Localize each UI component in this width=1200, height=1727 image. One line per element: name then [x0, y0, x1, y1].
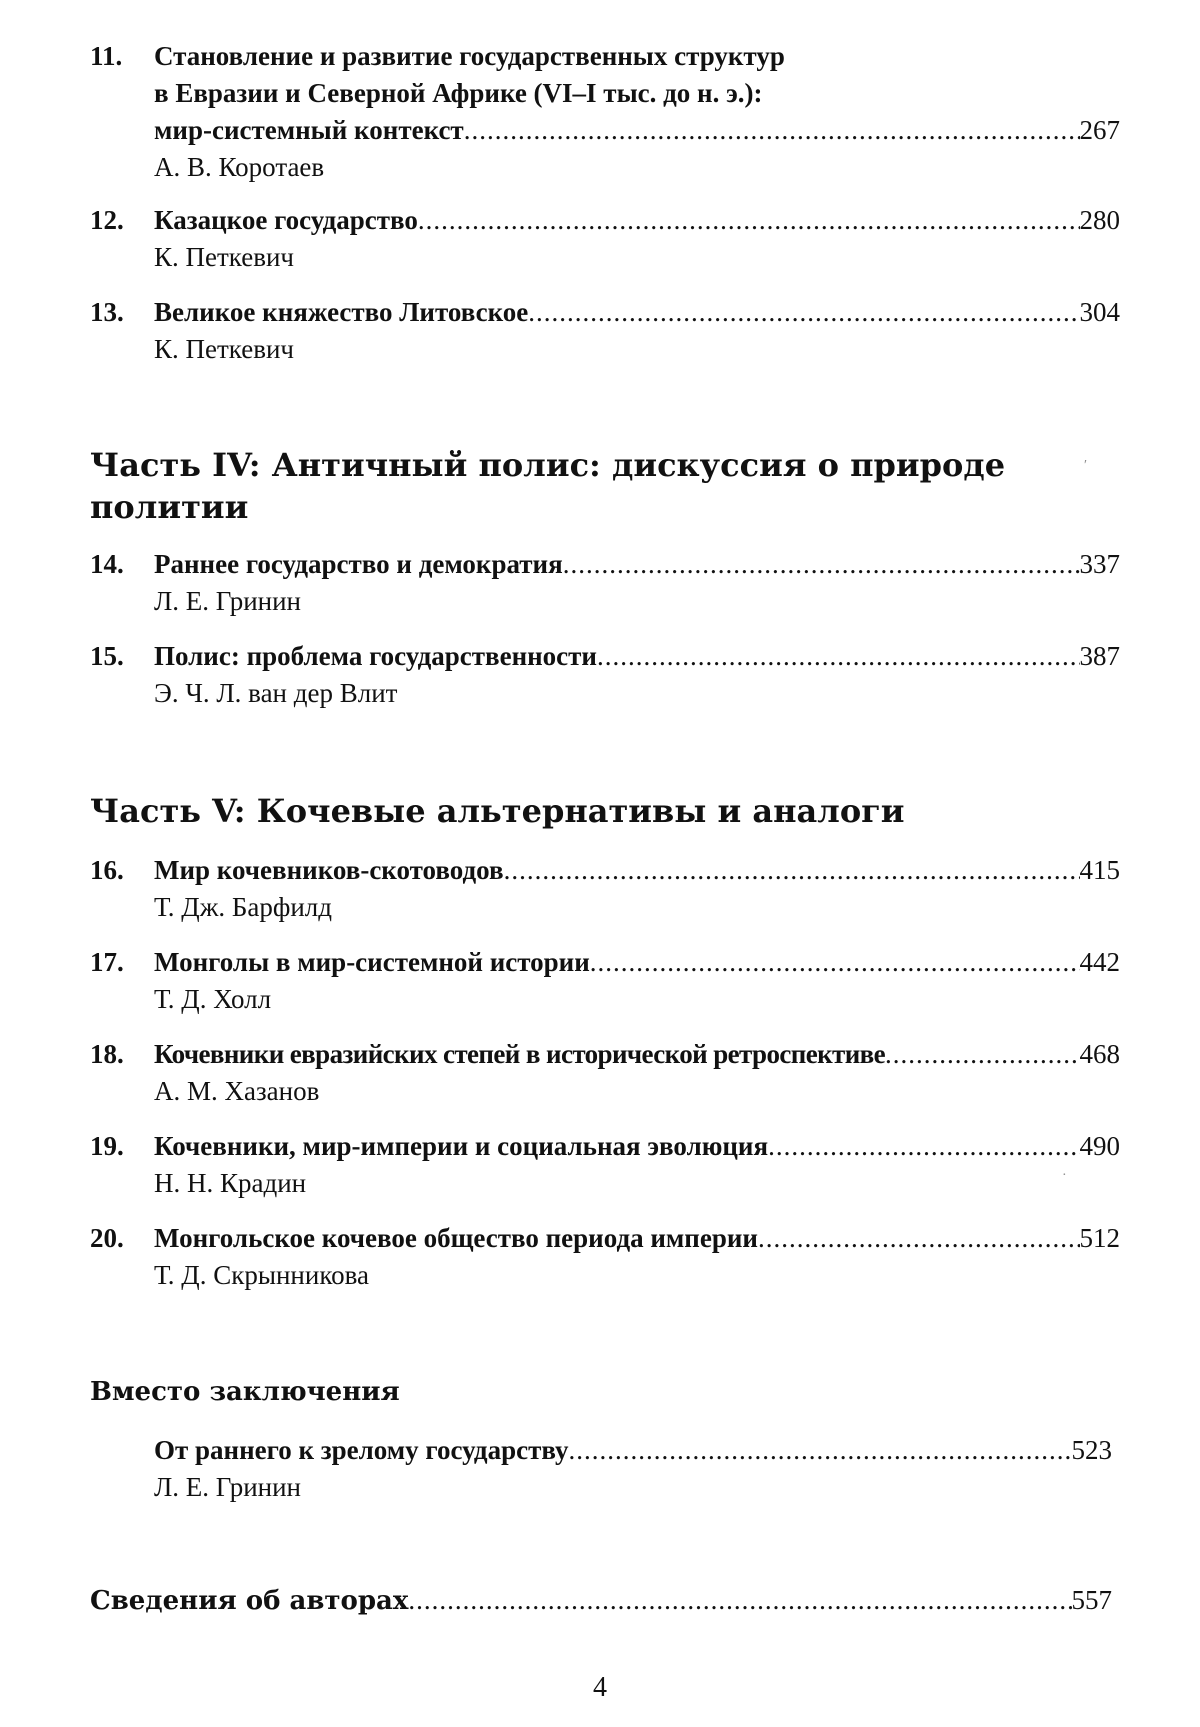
entry-author: Т. Д. Скрынникова: [154, 1260, 369, 1290]
part-5-heading: Часть V: Кочевые альтернативы и аналоги: [90, 792, 905, 830]
entry-title: Казацкое государство: [154, 205, 418, 235]
entry-number: 18.: [90, 1039, 124, 1069]
entry-author: Л. Е. Гринин: [154, 586, 302, 616]
entry-title: Монголы в мир-системной истории: [154, 947, 590, 977]
scan-speck: ·: [1062, 1168, 1067, 1183]
toc-entry-15[interactable]: [90, 638, 1120, 712]
entry-title: От раннего к зрелому государству: [154, 1435, 569, 1465]
entry-title: Великое княжество Литовское: [154, 297, 529, 327]
entry-number: 20.: [90, 1223, 124, 1253]
toc-entry-19[interactable]: [90, 1128, 1120, 1202]
entry-page: 387: [1079, 641, 1120, 671]
toc-entry-17[interactable]: [90, 944, 1120, 1018]
dot-leader: [758, 1220, 1080, 1257]
toc-entry-conclusion[interactable]: [90, 1432, 1120, 1506]
entry-title-line: в Евразии и Северной Африке (VI–I тыс. до н. э.):: [154, 78, 763, 108]
entry-author: А. В. Коротаев: [154, 152, 325, 182]
entry-title: Мир кочевников-скотоводов: [154, 855, 504, 885]
entry-title: Раннее государство и демократия: [154, 549, 563, 579]
toc-entry-13[interactable]: [90, 294, 1120, 368]
dot-leader: [464, 112, 1080, 149]
dot-leader: [418, 202, 1080, 239]
toc-entry-14[interactable]: [90, 546, 1120, 620]
entry-title: мир-системный контекст: [154, 115, 464, 145]
entry-number: 19.: [90, 1131, 124, 1161]
entry-author: Л. Е. Гринин: [154, 1472, 302, 1502]
dot-leader: [563, 546, 1080, 583]
part-4-heading: Часть IV: Античный полис: дискуссия о природе политии: [90, 446, 1006, 526]
dot-leader: [597, 638, 1080, 675]
entry-title: Сведения об авторах: [90, 1586, 409, 1616]
entry-page: 490: [1079, 1131, 1120, 1161]
entry-author: Т. Д. Холл: [154, 984, 272, 1014]
entry-page: 512: [1079, 1223, 1120, 1253]
entry-number: 12.: [90, 205, 124, 235]
dot-leader: [768, 1128, 1079, 1165]
page-number: 4: [593, 1672, 607, 1703]
entry-page: 442: [1079, 947, 1120, 977]
entry-title: Полис: проблема государственности: [154, 641, 597, 671]
entry-author: Н. Н. Крадин: [154, 1168, 307, 1198]
entry-author: Т. Дж. Барфилд: [154, 892, 333, 922]
entry-page: 337: [1079, 549, 1120, 579]
entry-number: 15.: [90, 641, 124, 671]
entry-page: 557: [1071, 1585, 1112, 1615]
entry-number: 13.: [90, 297, 124, 327]
entry-author: К. Петкевич: [154, 334, 294, 364]
entry-page: 267: [1079, 115, 1120, 145]
entry-number: 17.: [90, 947, 124, 977]
dot-leader: [528, 294, 1079, 331]
conclusion-heading: Вместо заключения: [90, 1377, 400, 1407]
dot-leader: [569, 1432, 1072, 1469]
entry-title: Монгольское кочевое общество периода империи: [154, 1223, 758, 1253]
entry-page: 280: [1079, 205, 1120, 235]
entry-page: 415: [1079, 855, 1120, 885]
entry-title-line: Становление и развитие государственных структур: [154, 41, 785, 71]
entry-page: 468: [1079, 1039, 1120, 1069]
toc-entry-20[interactable]: [90, 1220, 1120, 1294]
entry-title: Кочевники, мир-империи и социальная эволюция: [154, 1131, 769, 1161]
dot-leader: [408, 1582, 1071, 1619]
entry-author: А. М. Хазанов: [154, 1076, 320, 1106]
dot-leader: [504, 852, 1080, 889]
entry-number: 16.: [90, 855, 124, 885]
toc-entry-18[interactable]: [90, 1036, 1120, 1110]
toc-entry-16[interactable]: [90, 852, 1120, 926]
toc-entry-12[interactable]: [90, 202, 1120, 276]
dot-leader: [590, 944, 1080, 981]
entry-page: 304: [1079, 297, 1120, 327]
dot-leader: [885, 1036, 1079, 1073]
scan-speck: ′: [1084, 458, 1088, 473]
entry-title: Кочевники евразийских степей в исторической ретроспективе: [154, 1039, 886, 1069]
entry-author: К. Петкевич: [154, 242, 294, 272]
entry-author: Э. Ч. Л. ван дер Влит: [154, 678, 398, 708]
entry-number: 11.: [90, 41, 123, 71]
toc-entry-11[interactable]: [90, 38, 1120, 186]
toc-entry-authors-info[interactable]: [90, 1582, 1112, 1620]
entry-number: 14.: [90, 549, 124, 579]
entry-page: 523: [1071, 1435, 1112, 1465]
